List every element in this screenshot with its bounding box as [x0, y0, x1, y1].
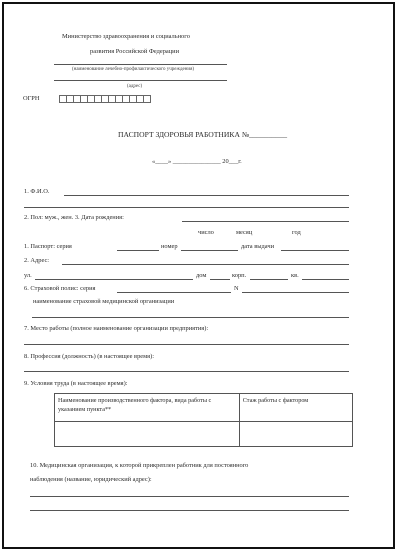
passport-number-field[interactable] — [181, 250, 238, 251]
conditions-table — [54, 393, 353, 447]
gender-dob-label: 2. Пол: муж., жен. 3. Дата рождения: — [24, 214, 124, 221]
medical-org-label-line2: наблюдения (название, юридический адрес): — [30, 476, 152, 483]
dob-field[interactable] — [182, 221, 349, 222]
insurer-name-field[interactable] — [32, 317, 349, 318]
insurance-series-label: 6. Страховой полис: серия — [24, 285, 96, 292]
passport-issued-label: дата выдачи — [241, 243, 275, 250]
passport-issued-field[interactable] — [281, 250, 349, 251]
medical-org-field-1[interactable] — [30, 496, 349, 497]
fio-label: 1. Ф.И.О. — [24, 188, 50, 195]
profession-label: 8. Профессия (должность) (в настоящее время): — [24, 353, 154, 360]
conditions-header-factor: Наименование производственного фактора, вида работы с указанием пункта** — [55, 394, 240, 422]
ogrn-input-boxes[interactable] — [59, 95, 150, 103]
address-label: 2. Адрес: — [24, 257, 50, 264]
house-label: дом — [196, 272, 207, 279]
apartment-label: кв. — [291, 272, 299, 279]
ministry-line-1: Министерство здравоохранения и социального — [62, 33, 190, 40]
workplace-field[interactable] — [24, 344, 349, 345]
conditions-label: 9. Условия труда (в настоящее время): — [24, 380, 128, 387]
insurance-number-label: N — [234, 285, 239, 292]
profession-field[interactable] — [24, 371, 349, 372]
insurance-series-field[interactable] — [117, 292, 231, 293]
dob-month-caption: месяц — [236, 229, 253, 236]
insurance-number-field[interactable] — [242, 292, 349, 293]
address-caption: (адрес) — [127, 84, 143, 89]
medical-org-label-line1: 10. Медицинская организация, к которой прикреплен работник для постоянного — [30, 462, 249, 469]
building-field[interactable] — [250, 279, 288, 280]
ogrn-digit-box[interactable] — [143, 95, 151, 103]
building-label: корп. — [232, 272, 247, 279]
workplace-label: 7. Место работы (полное наименование организации предприятия): — [24, 325, 209, 332]
conditions-header-experience: Стаж работы с фактором — [239, 394, 352, 422]
dob-day-caption: число — [198, 229, 214, 236]
insurer-name-caption: наименование страховой медицинской организации — [33, 298, 175, 305]
passport-series-field[interactable] — [117, 250, 159, 251]
fio-field-continued[interactable] — [24, 207, 349, 208]
passport-number-label: номер — [161, 243, 178, 250]
dob-year-caption: год — [292, 229, 301, 236]
medical-org-field-2[interactable] — [30, 510, 349, 511]
apartment-field[interactable] — [302, 279, 349, 280]
passport-series-label: 1. Паспорт: серия — [24, 243, 72, 250]
org-name-caption: (наименование лечебно-профилактического учреждения) — [72, 67, 195, 72]
ministry-line-2: развития Российской Федерации — [90, 48, 180, 55]
issue-date-line: «____» _______________ 20___г. — [152, 158, 242, 165]
street-label: ул. — [24, 272, 32, 279]
document-title: ПАСПОРТ ЗДОРОВЬЯ РАБОТНИКА №__________ — [118, 130, 288, 139]
house-field[interactable] — [210, 279, 230, 280]
fio-field[interactable] — [64, 195, 349, 196]
address-line — [54, 80, 227, 81]
ogrn-label: ОГРН — [23, 95, 40, 102]
street-field[interactable] — [35, 279, 193, 280]
conditions-cell-factor[interactable] — [55, 422, 240, 447]
conditions-cell-experience[interactable] — [239, 422, 352, 447]
address-field[interactable] — [62, 264, 349, 265]
org-name-line — [54, 64, 227, 65]
